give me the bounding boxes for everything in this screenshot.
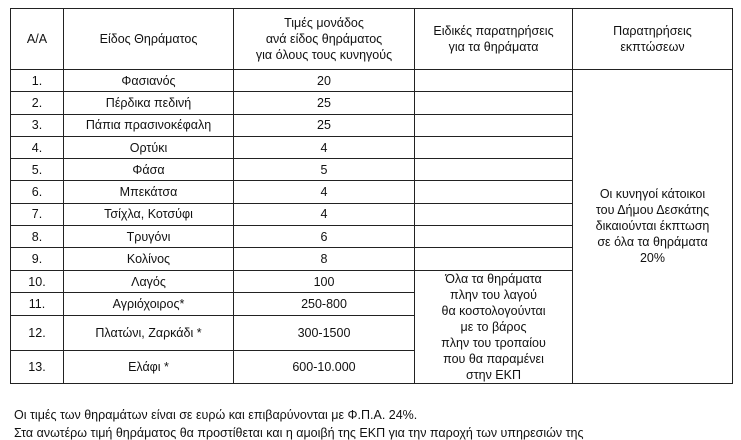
special-note-empty <box>415 226 573 248</box>
row-species: Πλατώνι, Ζαρκάδι * <box>64 316 234 351</box>
row-num: 13. <box>11 350 64 383</box>
table-row <box>11 70 733 92</box>
row-species: Φάσα <box>64 159 234 181</box>
special-note-empty <box>415 181 573 203</box>
row-price: 600-10.000 <box>234 350 415 383</box>
row-price: 4 <box>234 181 415 203</box>
header-species: Είδος Θηράματος <box>64 9 234 70</box>
row-species: Τσίχλα, Κοτσύφι <box>64 203 234 225</box>
row-species: Ελάφι * <box>64 350 234 383</box>
row-price: 6 <box>234 226 415 248</box>
row-species: Τρυγόνι <box>64 226 234 248</box>
row-price: 4 <box>234 203 415 225</box>
row-num: 4. <box>11 136 64 158</box>
row-price: 5 <box>234 159 415 181</box>
discount-note: Οι κυνηγοί κάτοικοι του Δήμου Δεσκάτης δικαιούνται έκπτωση σε όλα τα θηράματα 20% <box>573 70 733 384</box>
row-species: Πέρδικα πεδινή <box>64 92 234 114</box>
row-num: 5. <box>11 159 64 181</box>
row-num: 12. <box>11 316 64 351</box>
row-num: 2. <box>11 92 64 114</box>
row-species: Φασιανός <box>64 70 234 92</box>
special-note-empty <box>415 248 573 270</box>
special-note-empty <box>415 70 573 92</box>
row-price: 20 <box>234 70 415 92</box>
header-special-notes: Ειδικές παρατηρήσεις για τα θηράματα <box>415 9 573 70</box>
row-price: 250-800 <box>234 293 415 316</box>
special-note-empty <box>415 136 573 158</box>
hunting-price-table <box>10 8 733 384</box>
row-price: 8 <box>234 248 415 270</box>
row-price: 25 <box>234 92 415 114</box>
row-species: Πάπια πρασινοκέφαλη <box>64 114 234 136</box>
row-num: 6. <box>11 181 64 203</box>
row-num: 10. <box>11 270 64 293</box>
header-row <box>11 9 733 70</box>
special-note: Όλα τα θηράματα πλην του λαγού θα κοστολογούνται με το βάρος πλην του τροπαίου που θα παραμένει στην ΕΚΠ <box>415 270 573 383</box>
row-price: 100 <box>234 270 415 293</box>
row-num: 7. <box>11 203 64 225</box>
row-species: Κολίνος <box>64 248 234 270</box>
row-species: Μπεκάτσα <box>64 181 234 203</box>
cut-off-footnote: Στα ανωτέρω τιμή θηράματος θα προστίθεται και η αμοιβή της ΕΚΠ για την παροχή των υπηρεσιών της <box>14 426 584 440</box>
header-discount-notes: Παρατηρήσεις εκπτώσεων <box>573 9 733 70</box>
row-num: 3. <box>11 114 64 136</box>
special-note-empty <box>415 114 573 136</box>
row-num: 8. <box>11 226 64 248</box>
row-num: 11. <box>11 293 64 316</box>
row-species: Αγριόχοιρος* <box>64 293 234 316</box>
header-num: Α/Α <box>11 9 64 70</box>
row-price: 25 <box>234 114 415 136</box>
special-note-empty <box>415 203 573 225</box>
price-footnote: Οι τιμές των θηραμάτων είναι σε ευρώ και επιβαρύνονται με Φ.Π.Α. 24%. <box>14 408 418 422</box>
row-price: 300-1500 <box>234 316 415 351</box>
row-num: 1. <box>11 70 64 92</box>
row-species: Ορτύκι <box>64 136 234 158</box>
special-note-empty <box>415 92 573 114</box>
row-price: 4 <box>234 136 415 158</box>
row-species: Λαγός <box>64 270 234 293</box>
row-num: 9. <box>11 248 64 270</box>
header-unit-price: Τιμές μονάδος ανά είδος θηράματος για όλους τους κυνηγούς <box>234 9 415 70</box>
special-note-empty <box>415 159 573 181</box>
